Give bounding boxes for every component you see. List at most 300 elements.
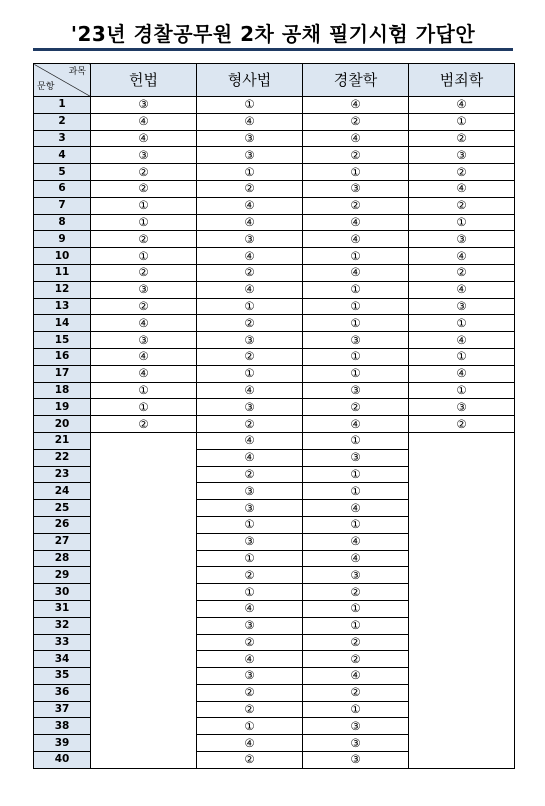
answer-cell	[303, 113, 409, 130]
answer-cell	[303, 449, 409, 466]
answer-cell	[303, 668, 409, 685]
answer-mark: ④	[244, 735, 255, 750]
question-number: 16	[34, 348, 91, 365]
answer-cell	[409, 315, 515, 332]
answer-cell	[197, 668, 303, 685]
answer-mark: ①	[350, 349, 361, 364]
answer-cell	[303, 315, 409, 332]
answer-cell	[197, 449, 303, 466]
answer-mark: ④	[456, 332, 467, 347]
answer-mark: ②	[244, 466, 255, 481]
question-number: 18	[34, 382, 91, 399]
answer-cell	[303, 365, 409, 382]
answer-cell	[197, 382, 303, 399]
answer-mark: ③	[244, 500, 255, 515]
answer-mark: ④	[456, 366, 467, 381]
answer-mark: ②	[456, 198, 467, 213]
answer-mark: ③	[350, 181, 361, 196]
answer-mark: ③	[350, 567, 361, 582]
answer-cell	[91, 348, 197, 365]
answer-mark: ②	[138, 265, 149, 280]
answer-cell	[303, 97, 409, 114]
answer-mark: ④	[138, 315, 149, 330]
answer-mark: ②	[138, 231, 149, 246]
page-title: '23년 경찰공무원 2차 공채 필기시험 가답안	[70, 22, 476, 46]
answer-cell	[303, 164, 409, 181]
answer-cell	[303, 684, 409, 701]
answer-cell	[197, 600, 303, 617]
answer-mark: ①	[456, 382, 467, 397]
answer-mark: ③	[244, 147, 255, 162]
answer-mark: ①	[244, 550, 255, 565]
question-number: 20	[34, 416, 91, 433]
answer-cell	[197, 550, 303, 567]
answer-mark: ④	[244, 248, 255, 263]
answer-cell	[197, 466, 303, 483]
answer-cell	[303, 399, 409, 416]
answer-mark: ②	[138, 416, 149, 431]
table-row	[34, 164, 515, 181]
empty-answer-block	[409, 432, 515, 768]
question-number: 32	[34, 617, 91, 634]
answer-cell	[409, 113, 515, 130]
table-row	[34, 298, 515, 315]
answer-cell	[303, 533, 409, 550]
answer-cell	[197, 567, 303, 584]
answer-mark: ④	[138, 366, 149, 381]
answer-mark: ①	[350, 315, 361, 330]
table-row	[34, 197, 515, 214]
answer-mark: ①	[244, 517, 255, 532]
answer-mark: ④	[350, 265, 361, 280]
answer-mark: ③	[456, 298, 467, 313]
answer-cell	[197, 97, 303, 114]
answer-cell	[303, 147, 409, 164]
table-row	[34, 97, 515, 114]
answer-mark: ①	[244, 164, 255, 179]
answer-cell	[303, 197, 409, 214]
title-underline	[33, 48, 513, 51]
table-row	[34, 416, 515, 433]
question-number: 17	[34, 365, 91, 382]
question-number: 40	[34, 752, 91, 769]
answer-cell	[303, 483, 409, 500]
answer-mark: ②	[244, 752, 255, 767]
answer-cell	[197, 298, 303, 315]
answer-cell	[197, 701, 303, 718]
answer-cell	[91, 399, 197, 416]
answer-mark: ②	[244, 567, 255, 582]
answer-mark: ①	[138, 214, 149, 229]
table-row	[34, 315, 515, 332]
answer-mark: ④	[244, 450, 255, 465]
table-row	[34, 113, 515, 130]
question-number: 13	[34, 298, 91, 315]
answer-mark: ④	[456, 282, 467, 297]
answer-cell	[91, 248, 197, 265]
answer-cell	[303, 231, 409, 248]
answer-mark: ③	[244, 399, 255, 414]
answer-table	[33, 63, 515, 769]
answer-mark: ①	[456, 349, 467, 364]
answer-cell	[197, 281, 303, 298]
answer-mark: ④	[350, 500, 361, 515]
answer-cell	[303, 752, 409, 769]
answer-cell	[409, 97, 515, 114]
answer-cell	[303, 617, 409, 634]
answer-cell	[197, 197, 303, 214]
answer-mark: ②	[350, 399, 361, 414]
table-row	[34, 382, 515, 399]
question-number: 22	[34, 449, 91, 466]
answer-mark: ④	[244, 198, 255, 213]
question-number: 11	[34, 264, 91, 281]
answer-mark: ④	[350, 97, 361, 112]
subject-header-police-science: 경찰학	[303, 64, 409, 97]
answer-mark: ③	[350, 735, 361, 750]
answer-mark: ④	[350, 668, 361, 683]
answer-mark: ④	[350, 550, 361, 565]
answer-mark: ①	[350, 618, 361, 633]
answer-cell	[197, 483, 303, 500]
answer-mark: ①	[138, 248, 149, 263]
answer-cell	[197, 735, 303, 752]
title-block	[33, 12, 513, 52]
question-number: 7	[34, 197, 91, 214]
question-number: 24	[34, 483, 91, 500]
table-row	[34, 214, 515, 231]
answer-cell	[91, 97, 197, 114]
answer-mark: ③	[350, 718, 361, 733]
answer-mark: ④	[244, 114, 255, 129]
answer-mark: ④	[244, 282, 255, 297]
answer-cell	[303, 348, 409, 365]
answer-mark: ②	[138, 298, 149, 313]
answer-cell	[303, 584, 409, 601]
answer-cell	[303, 298, 409, 315]
answer-mark: ①	[350, 366, 361, 381]
answer-cell	[197, 264, 303, 281]
answer-cell	[197, 399, 303, 416]
answer-mark: ③	[244, 668, 255, 683]
answer-cell	[409, 180, 515, 197]
answer-cell	[303, 550, 409, 567]
answer-cell	[197, 516, 303, 533]
answer-mark: ②	[244, 702, 255, 717]
answer-mark: ①	[244, 366, 255, 381]
answer-mark: ②	[456, 164, 467, 179]
answer-cell	[409, 248, 515, 265]
answer-cell	[409, 281, 515, 298]
answer-mark: ④	[350, 130, 361, 145]
answer-cell	[303, 500, 409, 517]
answer-mark: ③	[456, 231, 467, 246]
question-number: 31	[34, 600, 91, 617]
answer-mark: ③	[138, 332, 149, 347]
answer-cell	[197, 500, 303, 517]
answer-cell	[197, 348, 303, 365]
table-row	[34, 365, 515, 382]
answer-cell	[197, 130, 303, 147]
answer-mark: ②	[350, 147, 361, 162]
answer-mark: ①	[350, 282, 361, 297]
question-number: 29	[34, 567, 91, 584]
answer-cell	[91, 147, 197, 164]
answer-cell	[197, 180, 303, 197]
answer-cell	[409, 164, 515, 181]
question-number: 8	[34, 214, 91, 231]
answer-mark: ②	[138, 164, 149, 179]
answer-mark: ②	[350, 651, 361, 666]
answer-mark: ④	[350, 214, 361, 229]
answer-mark: ②	[244, 181, 255, 196]
answer-cell	[303, 718, 409, 735]
answer-cell	[91, 298, 197, 315]
table-row	[34, 348, 515, 365]
subject-header-criminal-law: 형사법	[197, 64, 303, 97]
answer-cell	[303, 248, 409, 265]
answer-mark: ③	[456, 399, 467, 414]
answer-mark: ③	[456, 147, 467, 162]
answer-mark: ③	[350, 382, 361, 397]
subject-header-criminology: 범죄학	[409, 64, 515, 97]
answer-mark: ②	[244, 416, 255, 431]
question-number: 38	[34, 718, 91, 735]
empty-answer-block	[91, 432, 197, 768]
answer-cell	[409, 298, 515, 315]
answer-cell	[303, 264, 409, 281]
answer-cell	[197, 332, 303, 349]
question-number: 12	[34, 281, 91, 298]
answer-cell	[91, 382, 197, 399]
answer-cell	[303, 332, 409, 349]
question-number: 27	[34, 533, 91, 550]
answer-cell	[303, 466, 409, 483]
answer-mark: ①	[456, 214, 467, 229]
answer-cell	[303, 600, 409, 617]
answer-cell	[197, 164, 303, 181]
answer-mark: ②	[244, 685, 255, 700]
answer-mark: ③	[244, 332, 255, 347]
answer-mark: ①	[244, 584, 255, 599]
answer-cell	[409, 264, 515, 281]
answer-mark: ①	[244, 97, 255, 112]
table-row	[34, 130, 515, 147]
answer-mark: ①	[138, 198, 149, 213]
answer-mark: ④	[138, 114, 149, 129]
question-number: 1	[34, 97, 91, 114]
answer-cell	[409, 332, 515, 349]
question-number: 5	[34, 164, 91, 181]
answer-cell	[303, 651, 409, 668]
question-number: 10	[34, 248, 91, 265]
answer-cell	[91, 180, 197, 197]
answer-mark: ①	[350, 601, 361, 616]
answer-mark: ③	[350, 752, 361, 767]
answer-cell	[91, 315, 197, 332]
answer-mark: ②	[244, 349, 255, 364]
answer-mark: ②	[350, 685, 361, 700]
question-number: 19	[34, 399, 91, 416]
answer-cell	[409, 365, 515, 382]
answer-mark: ②	[244, 265, 255, 280]
table-row	[34, 147, 515, 164]
answer-cell	[91, 332, 197, 349]
answer-cell	[197, 752, 303, 769]
answer-mark: ③	[138, 147, 149, 162]
answer-mark: ②	[350, 584, 361, 599]
answer-cell	[409, 214, 515, 231]
answer-mark: ②	[456, 416, 467, 431]
answer-cell	[303, 735, 409, 752]
answer-mark: ④	[350, 534, 361, 549]
answer-mark: ①	[350, 433, 361, 448]
question-number: 9	[34, 231, 91, 248]
question-number: 35	[34, 668, 91, 685]
answer-cell	[197, 147, 303, 164]
answer-cell	[197, 214, 303, 231]
corner-question-label: 문항	[37, 82, 55, 92]
answer-cell	[197, 634, 303, 651]
answer-mark: ②	[350, 114, 361, 129]
answer-mark: ③	[244, 130, 255, 145]
table-row	[34, 231, 515, 248]
answer-cell	[197, 231, 303, 248]
answer-cell	[197, 718, 303, 735]
answer-mark: ④	[350, 416, 361, 431]
answer-mark: ①	[350, 702, 361, 717]
answer-mark: ①	[244, 298, 255, 313]
answer-cell	[91, 214, 197, 231]
question-number: 6	[34, 180, 91, 197]
question-number: 37	[34, 701, 91, 718]
answer-cell	[91, 365, 197, 382]
answer-cell	[197, 432, 303, 449]
answer-cell	[303, 432, 409, 449]
answer-mark: ④	[244, 382, 255, 397]
answer-cell	[303, 214, 409, 231]
answer-cell	[303, 130, 409, 147]
answer-mark: ③	[244, 483, 255, 498]
question-number: 21	[34, 432, 91, 449]
answer-mark: ①	[350, 517, 361, 532]
answer-mark: ④	[456, 97, 467, 112]
answer-cell	[409, 399, 515, 416]
answer-mark: ②	[350, 634, 361, 649]
question-number: 25	[34, 500, 91, 517]
table-row	[34, 399, 515, 416]
table-row	[34, 264, 515, 281]
answer-cell	[197, 684, 303, 701]
question-number: 2	[34, 113, 91, 130]
question-number: 39	[34, 735, 91, 752]
answer-mark: ①	[138, 382, 149, 397]
answer-cell	[197, 416, 303, 433]
corner-subject-label: 과목	[68, 67, 86, 77]
answer-cell	[409, 130, 515, 147]
answer-mark: ①	[138, 399, 149, 414]
question-number: 34	[34, 651, 91, 668]
answer-cell	[409, 147, 515, 164]
answer-cell	[303, 634, 409, 651]
question-number: 28	[34, 550, 91, 567]
answer-mark: ④	[350, 231, 361, 246]
answer-mark: ②	[456, 130, 467, 145]
answer-cell	[409, 348, 515, 365]
answer-mark: ④	[244, 214, 255, 229]
answer-cell	[91, 113, 197, 130]
answer-cell	[409, 231, 515, 248]
answer-cell	[197, 315, 303, 332]
table-row	[34, 432, 515, 449]
answer-cell	[91, 130, 197, 147]
answer-cell	[197, 533, 303, 550]
answer-mark: ③	[244, 618, 255, 633]
answer-cell	[197, 113, 303, 130]
answer-cell	[303, 567, 409, 584]
question-number: 15	[34, 332, 91, 349]
answer-mark: ④	[138, 130, 149, 145]
question-number: 4	[34, 147, 91, 164]
table-row	[34, 281, 515, 298]
answer-mark: ②	[244, 634, 255, 649]
question-number: 3	[34, 130, 91, 147]
answer-mark: ④	[456, 248, 467, 263]
answer-mark: ③	[138, 282, 149, 297]
answer-mark: ②	[244, 315, 255, 330]
question-number: 30	[34, 584, 91, 601]
answer-cell	[91, 164, 197, 181]
answer-mark: ③	[138, 97, 149, 112]
table-row	[34, 248, 515, 265]
table-row	[34, 180, 515, 197]
answer-cell	[197, 584, 303, 601]
answer-mark: ④	[244, 651, 255, 666]
answer-mark: ②	[350, 198, 361, 213]
answer-mark: ③	[244, 534, 255, 549]
answer-mark: ①	[350, 483, 361, 498]
table-row	[34, 332, 515, 349]
answer-cell	[303, 701, 409, 718]
answer-mark: ①	[350, 298, 361, 313]
answer-cell	[409, 382, 515, 399]
header-row	[34, 64, 515, 97]
question-number: 23	[34, 466, 91, 483]
answer-cell	[303, 382, 409, 399]
answer-mark: ④	[138, 349, 149, 364]
question-number: 26	[34, 516, 91, 533]
answer-cell	[303, 416, 409, 433]
answer-mark: ①	[350, 466, 361, 481]
answer-cell	[409, 416, 515, 433]
answer-mark: ①	[350, 164, 361, 179]
corner-cell	[34, 64, 91, 97]
answer-rows	[34, 97, 515, 769]
answer-cell	[303, 281, 409, 298]
question-number: 33	[34, 634, 91, 651]
subject-header-constitution: 헌법	[91, 64, 197, 97]
answer-cell	[91, 281, 197, 298]
answer-cell	[197, 248, 303, 265]
answer-cell	[303, 516, 409, 533]
answer-cell	[197, 651, 303, 668]
answer-cell	[91, 197, 197, 214]
answer-cell	[91, 264, 197, 281]
answer-mark: ②	[456, 265, 467, 280]
answer-cell	[197, 617, 303, 634]
question-number: 14	[34, 315, 91, 332]
answer-cell	[91, 416, 197, 433]
